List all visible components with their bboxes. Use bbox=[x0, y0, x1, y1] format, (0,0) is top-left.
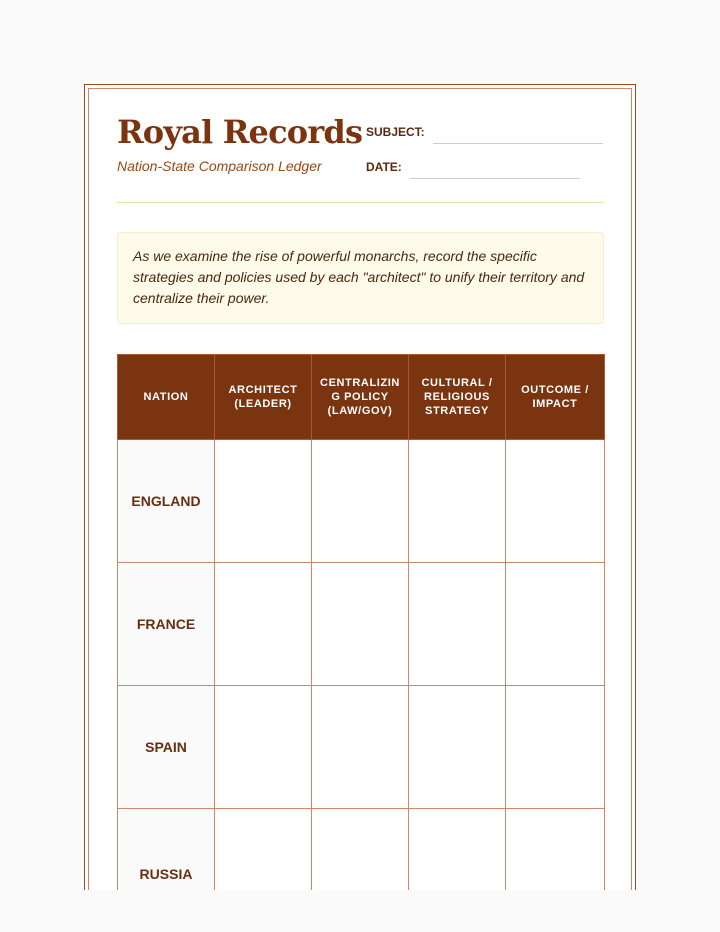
outcome-cell[interactable] bbox=[506, 440, 605, 563]
nation-cell: SPAIN bbox=[118, 686, 215, 809]
comparison-table bbox=[117, 354, 605, 890]
strategy-cell[interactable] bbox=[409, 686, 506, 809]
date-input-line[interactable] bbox=[410, 160, 580, 179]
subject-field bbox=[366, 125, 603, 144]
outcome-cell[interactable] bbox=[506, 686, 605, 809]
architect-cell[interactable] bbox=[215, 563, 312, 686]
instructions-box: As we examine the rise of powerful monarchs, record the specific strategies and policies used by each "architect" to unify their territory and centralize their power. bbox=[117, 232, 604, 324]
worksheet-page bbox=[84, 84, 636, 890]
table-row bbox=[118, 686, 605, 809]
table-row bbox=[118, 809, 605, 891]
date-label: DATE: bbox=[366, 160, 402, 174]
column-header-outcome: OUTCOME / IMPACT bbox=[506, 355, 605, 440]
column-header-nation: NATION bbox=[118, 355, 215, 440]
nation-cell: RUSSIA bbox=[118, 809, 215, 891]
policy-cell[interactable] bbox=[312, 440, 409, 563]
subject-label: SUBJECT: bbox=[366, 125, 425, 139]
header-divider bbox=[117, 202, 604, 203]
column-header-centralizing-policy: CENTRALIZING POLICY (LAW/GOV) bbox=[312, 355, 409, 440]
strategy-cell[interactable] bbox=[409, 440, 506, 563]
column-header-architect: ARCHITECT (LEADER) bbox=[215, 355, 312, 440]
policy-cell[interactable] bbox=[312, 563, 409, 686]
page-title: Royal Records bbox=[117, 113, 363, 151]
architect-cell[interactable] bbox=[215, 440, 312, 563]
strategy-cell[interactable] bbox=[409, 563, 506, 686]
subject-input-line[interactable] bbox=[433, 125, 603, 144]
outcome-cell[interactable] bbox=[506, 809, 605, 891]
architect-cell[interactable] bbox=[215, 686, 312, 809]
nation-cell: ENGLAND bbox=[118, 440, 215, 563]
policy-cell[interactable] bbox=[312, 686, 409, 809]
strategy-cell[interactable] bbox=[409, 809, 506, 891]
architect-cell[interactable] bbox=[215, 809, 312, 891]
outcome-cell[interactable] bbox=[506, 563, 605, 686]
table-header-row bbox=[118, 355, 605, 440]
table-row bbox=[118, 440, 605, 563]
page-subtitle: Nation-State Comparison Ledger bbox=[117, 158, 322, 174]
table-row bbox=[118, 563, 605, 686]
column-header-cultural-strategy: CULTURAL / RELIGIOUS STRATEGY bbox=[409, 355, 506, 440]
policy-cell[interactable] bbox=[312, 809, 409, 891]
date-field bbox=[366, 160, 580, 179]
nation-cell: FRANCE bbox=[118, 563, 215, 686]
